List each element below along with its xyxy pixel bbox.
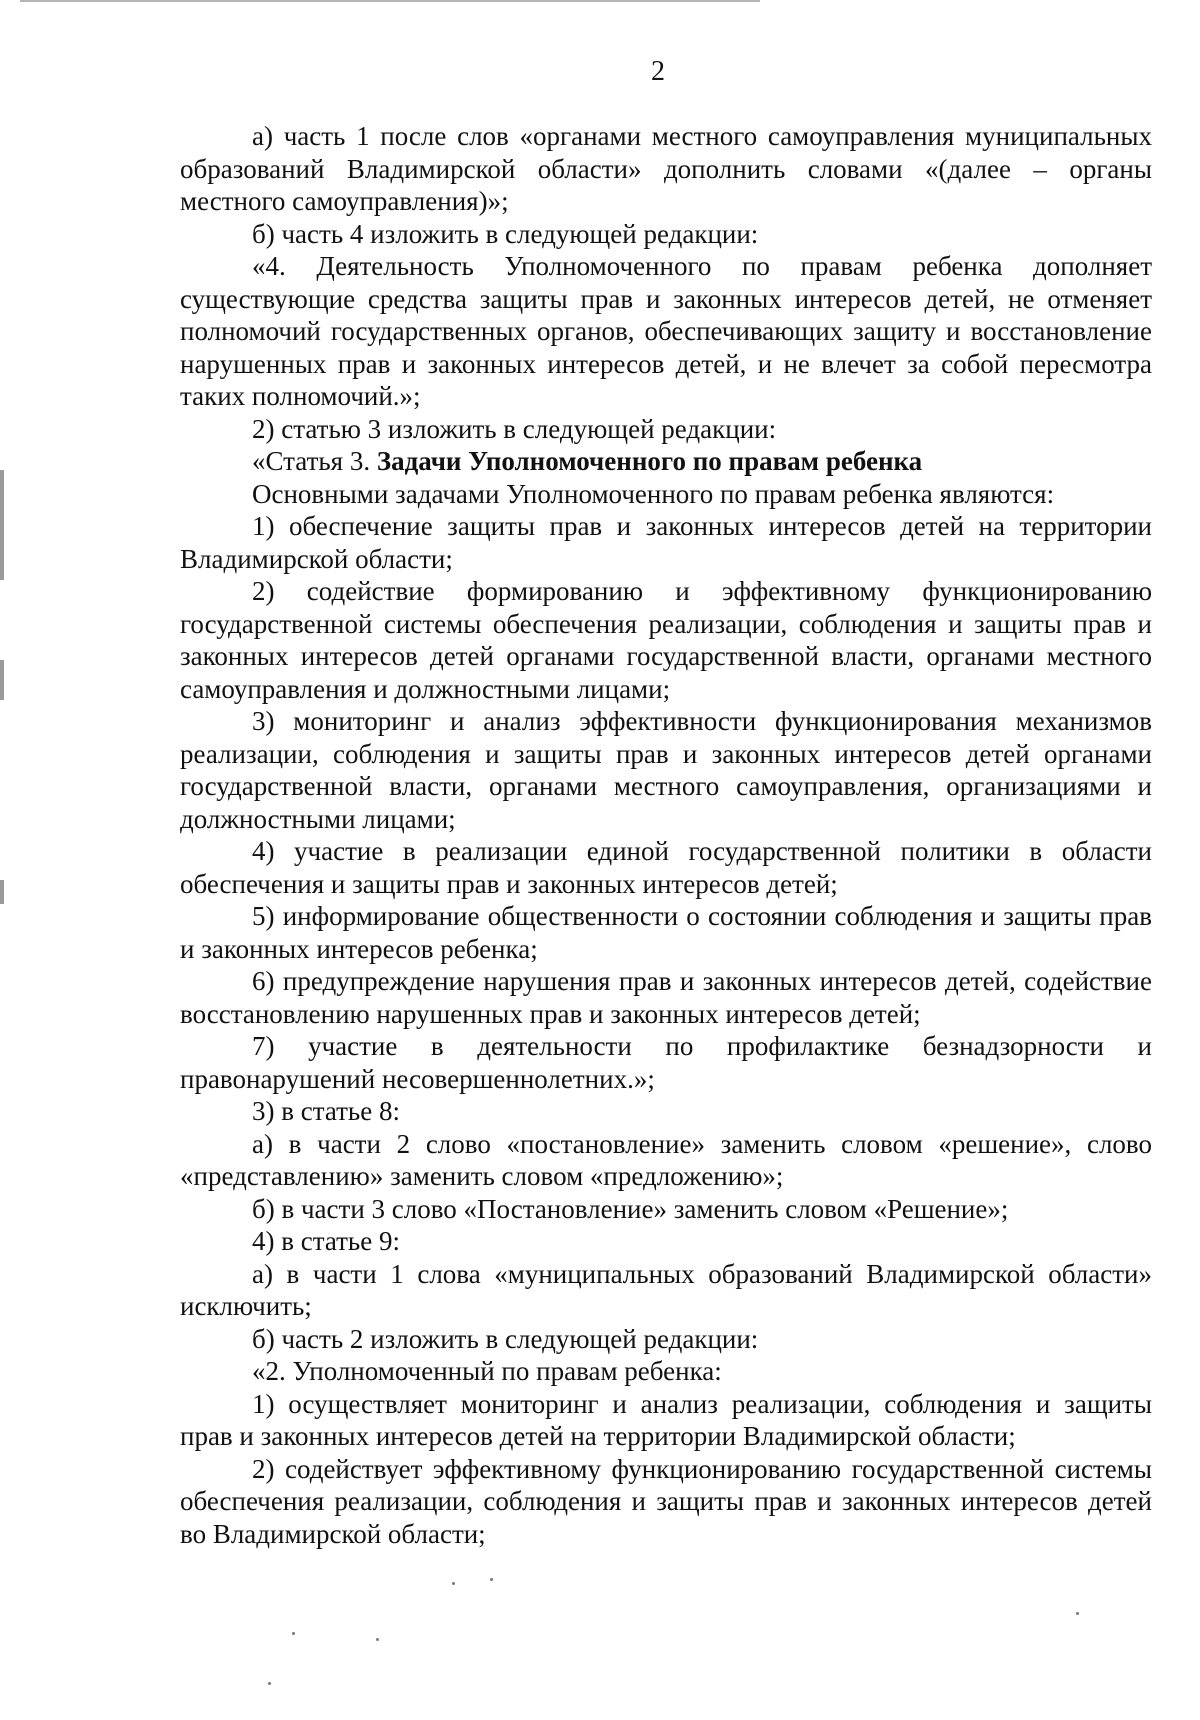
scan-speck [452,1582,455,1585]
scan-speck [268,1682,271,1685]
paragraph: Основными задачами Уполномоченного по правам ребенка являются: [252,478,1055,509]
paragraph: б) часть 2 изложить в следующей редакции: [252,1323,759,1354]
paragraph: а) в части 1 слова «муниципальных образований Владимирской области» исключить; [180,1258,1152,1321]
list-item: 1) осуществляет мониторинг и анализ реализации, соблюдения и защиты прав и законных интересов детей на территории Владимирской области; [180,1388,1152,1451]
list-item: 2) содействие формированию и эффективному функционированию государственной системы обеспечения реализации, соблюдения и защиты прав и законных интересов детей органами государственной власти, органами местного самоуправления и должностными лицами; [180,576,1152,704]
list-item: 4) участие в реализации единой государственной политики в области обеспечения и защиты прав и законных интересов детей; [180,836,1152,899]
list-item: 7) участие в деятельности по профилактике безнадзорности и правонарушений несовершеннолетних.»; [180,1031,1152,1094]
paragraph: 4) в статье 9: [252,1226,400,1256]
list-item: 3) мониторинг и анализ эффективности функционирования механизмов реализации, соблюдения и защиты прав и законных интересов детей органами государственной власти, органами местного самоуправления, организациями и должностными лицами; [180,706,1152,834]
paragraph: б) в части 3 слово «Постановление» заменить словом «Решение»; [252,1193,1009,1224]
article-heading-title: Задачи Уполномоченного по правам ребенка [376,446,923,476]
scan-speck [1076,1612,1079,1615]
article-heading [180,445,1152,478]
scan-left-edge-mark [0,660,4,700]
page-number: 2 [651,56,665,87]
scan-speck [490,1578,493,1581]
paragraph: «2. Уполномоченный по правам ребенка: [252,1356,722,1386]
article-heading-number: «Статья 3. [252,446,377,476]
scan-speck [292,1632,295,1635]
scan-left-edge-mark [0,880,4,904]
list-item: 1) обеспечение защиты прав и законных интересов детей на территории Владимирской области; [180,511,1152,574]
list-item: 5) информирование общественности о состоянии соблюдения и защиты прав и законных интересов ребенка; [180,901,1152,964]
paragraph: б) часть 4 изложить в следующей редакции: [252,218,759,249]
list-item: 2) содействует эффективному функционированию государственной системы обеспечения реализации, соблюдения и защиты прав и законных интересов детей во Владимирской области; [180,1453,1152,1549]
list-item: 6) предупреждение нарушения прав и законных интересов детей, содействие восстановлению нарушенных прав и законных интересов детей; [180,966,1152,1029]
paragraph: а) в части 2 слово «постановление» заменить словом «решение», слово «представлению» заменить словом «предложению»; [180,1128,1152,1191]
paragraph: а) часть 1 после слов «органами местного самоуправления муниципальных образований Владимирской области» дополнить словами «(далее – органы местного самоуправления)»; [180,121,1152,216]
scan-speck [376,1638,379,1641]
paragraph: 2) статью 3 изложить в следующей редакции: [252,413,777,444]
scan-left-edge-mark [0,470,4,580]
paragraph: 3) в статье 8: [252,1096,400,1126]
scan-top-edge [20,0,760,2]
document-body [180,120,1152,1550]
paragraph: «4. Деятельность Уполномоченного по правам ребенка дополняет существующие средства защиты прав и законных интересов детей, не отменяет полномочий государственных органов, обеспечивающих защиту и восстановление нарушенных прав и законных интересов детей, и не влечет за собой пересмотра таких полномочий.»; [180,251,1152,411]
